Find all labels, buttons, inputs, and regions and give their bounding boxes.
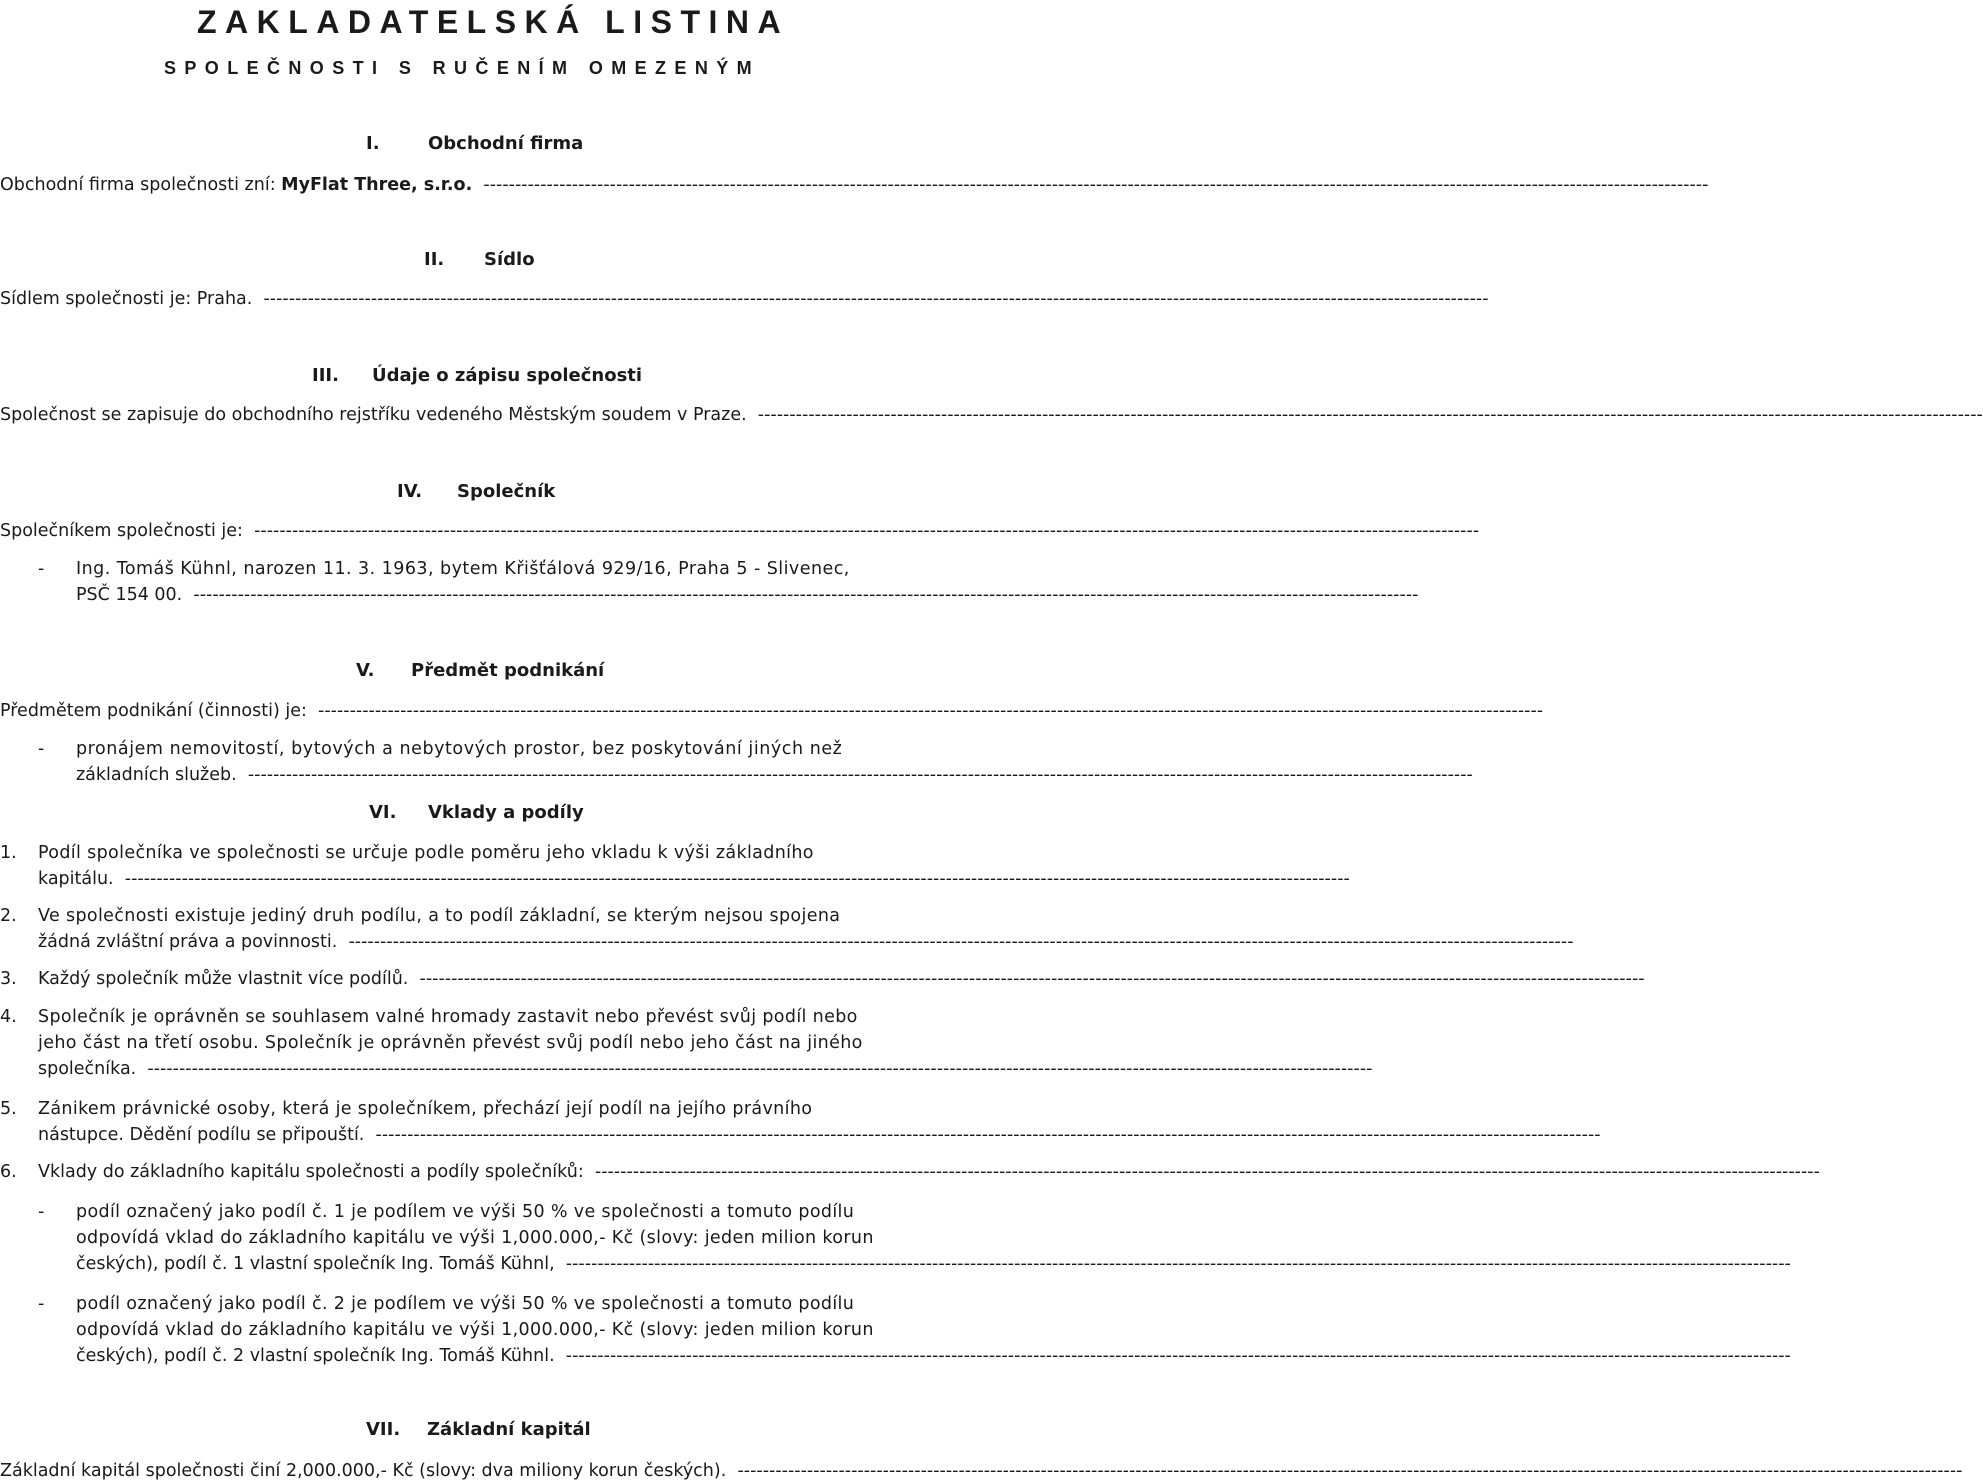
section-number: II. xyxy=(424,249,445,270)
item-line: Ve společnosti existuje jediný druh podílu, a to podíl základní, se kterým nejsou spojena xyxy=(38,906,841,926)
filler-dashes: -------------------------------------------------------------------------------------------------------------------------------------------------------------------------------------------------- xyxy=(147,1059,1373,1079)
section-title: Předmět podnikání xyxy=(411,660,605,681)
filler-dashes: -------------------------------------------------------------------------------------------------------------------------------------------------------------------------------------------------- xyxy=(594,1162,1820,1182)
list-marker: 1. xyxy=(0,843,17,863)
partner-line-2: PSČ 154 00. -------------------------------------------------------------------------------------------------------------------------------------------------------------------------------------------------- xyxy=(76,585,1419,605)
item-line: žádná zvláštní práva a povinnosti. -------------------------------------------------------------------------------------------------------------------------------------------------------------------------------------------------- xyxy=(38,932,1574,952)
filler-dashes: -------------------------------------------------------------------------------------------------------------------------------------------------------------------------------------------------- xyxy=(254,521,1480,541)
filler-dashes: -------------------------------------------------------------------------------------------------------------------------------------------------------------------------------------------------- xyxy=(483,175,1709,195)
filler-dashes: -------------------------------------------------------------------------------------------------------------------------------------------------------------------------------------------------- xyxy=(247,765,1473,785)
item-line: nástupce. Dědění podílu se připouští. -------------------------------------------------------------------------------------------------------------------------------------------------------------------------------------------------- xyxy=(38,1125,1601,1145)
section-title: Obchodní firma xyxy=(428,133,584,154)
seat-text: Sídlem společnosti je: Praha. xyxy=(0,289,253,309)
filler-dashes: -------------------------------------------------------------------------------------------------------------------------------------------------------------------------------------------------- xyxy=(565,1346,1791,1366)
filler-dashes: -------------------------------------------------------------------------------------------------------------------------------------------------------------------------------------------------- xyxy=(419,969,1645,989)
business-intro: Předmětem podnikání (činnosti) je: xyxy=(0,701,307,721)
item-line: Společník je oprávněn se souhlasem valné hromady zastavit nebo převést svůj podíl nebo xyxy=(38,1007,858,1027)
list-marker: - xyxy=(38,1202,45,1222)
section-number: V. xyxy=(356,660,375,681)
item-line: odpovídá vklad do základního kapitálu ve výši 1,000.000,- Kč (slovy: jeden milion korun xyxy=(76,1320,874,1340)
section-title: Vklady a podíly xyxy=(428,802,584,823)
contribution-item xyxy=(0,1159,1820,1185)
contribution-item xyxy=(0,903,1574,955)
partner-intro: Společníkem společnosti je: xyxy=(0,521,243,541)
paragraph-partner-intro xyxy=(0,518,1480,544)
section-title: Údaje o zápisu společnosti xyxy=(372,365,643,386)
document-title: ZAKLADATELSKÁ LISTINA xyxy=(197,4,790,40)
paragraph-seat xyxy=(0,286,1489,312)
share-item xyxy=(0,1291,1791,1369)
section-title: Základní kapitál xyxy=(427,1419,591,1440)
item-line: českých), podíl č. 1 vlastní společník Ing. Tomáš Kühnl, -------------------------------------------------------------------------------------------------------------------------------------------------------------------------------------------------- xyxy=(76,1254,1791,1274)
section-number: VI. xyxy=(369,802,397,823)
item-line: Vklady do základního kapitálu společnosti a podíly společníků: -------------------------------------------------------------------------------------------------------------------------------------------------------------------------------------------------- xyxy=(38,1162,1820,1182)
list-marker: - xyxy=(38,739,45,759)
item-line: podíl označený jako podíl č. 1 je podílem ve výši 50 % ve společnosti a tomuto podílu xyxy=(76,1202,855,1222)
document-subtitle: SPOLEČNOSTI S RUČENÍM OMEZENÝM xyxy=(164,58,761,78)
item-line: Zánikem právnické osoby, která je společníkem, přechází její podíl na jejího právního xyxy=(38,1099,813,1119)
section-title: Společník xyxy=(457,481,556,502)
section-title: Sídlo xyxy=(484,249,535,270)
partner-line-1: Ing. Tomáš Kühnl, narozen 11. 3. 1963, bytem Křišťálová 929/16, Praha 5 - Slivenec, xyxy=(76,559,850,579)
filler-dashes: -------------------------------------------------------------------------------------------------------------------------------------------------------------------------------------------------- xyxy=(193,585,1419,605)
filler-dashes: -------------------------------------------------------------------------------------------------------------------------------------------------------------------------------------------------- xyxy=(348,932,1574,952)
item-line: společníka. -------------------------------------------------------------------------------------------------------------------------------------------------------------------------------------------------- xyxy=(38,1059,1373,1079)
filler-dashes: -------------------------------------------------------------------------------------------------------------------------------------------------------------------------------------------------- xyxy=(318,701,1544,721)
paragraph-business-intro xyxy=(0,698,1544,724)
filler-dashes: -------------------------------------------------------------------------------------------------------------------------------------------------------------------------------------------------- xyxy=(375,1125,1601,1145)
contribution-item xyxy=(0,1004,1373,1082)
capital-text: Základní kapitál společnosti činí 2,000.000,- Kč (slovy: dva miliony korun českých). xyxy=(0,1461,727,1481)
share-item xyxy=(0,1199,1791,1277)
contribution-item xyxy=(0,966,1645,992)
list-marker: - xyxy=(38,559,45,579)
business-line-1: pronájem nemovitostí, bytových a nebytových prostor, bez poskytování jiných než xyxy=(76,739,843,759)
item-line: odpovídá vklad do základního kapitálu ve výši 1,000.000,- Kč (slovy: jeden milion korun xyxy=(76,1228,874,1248)
firm-label: Obchodní firma společnosti zní: xyxy=(0,175,282,195)
contribution-item xyxy=(0,840,1350,892)
section-number: VII. xyxy=(366,1419,401,1440)
item-line: kapitálu. -------------------------------------------------------------------------------------------------------------------------------------------------------------------------------------------------- xyxy=(38,869,1350,889)
item-line: podíl označený jako podíl č. 2 je podílem ve výši 50 % ve společnosti a tomuto podílu xyxy=(76,1294,855,1314)
filler-dashes: -------------------------------------------------------------------------------------------------------------------------------------------------------------------------------------------------- xyxy=(757,405,1983,425)
item-line: jeho část na třetí osobu. Společník je oprávněn převést svůj podíl nebo jeho část na jiného xyxy=(38,1033,863,1053)
paragraph-firm xyxy=(0,172,1709,198)
section-number: IV. xyxy=(397,481,423,502)
item-line: českých), podíl č. 2 vlastní společník Ing. Tomáš Kühnl. -------------------------------------------------------------------------------------------------------------------------------------------------------------------------------------------------- xyxy=(76,1346,1791,1366)
section-number: I. xyxy=(366,133,380,154)
list-marker: - xyxy=(38,1294,45,1314)
business-item xyxy=(0,736,1473,788)
list-marker: 6. xyxy=(0,1162,17,1182)
filler-dashes: -------------------------------------------------------------------------------------------------------------------------------------------------------------------------------------------------- xyxy=(263,289,1489,309)
paragraph-registration xyxy=(0,402,1983,428)
list-marker: 5. xyxy=(0,1099,17,1119)
paragraph-capital xyxy=(0,1458,1963,1484)
list-marker: 3. xyxy=(0,969,17,989)
item-line: Podíl společníka ve společnosti se určuje podle poměru jeho vkladu k výši základního xyxy=(38,843,814,863)
contribution-item xyxy=(0,1096,1601,1148)
list-marker: 4. xyxy=(0,1007,17,1027)
filler-dashes: -------------------------------------------------------------------------------------------------------------------------------------------------------------------------------------------------- xyxy=(737,1461,1963,1481)
item-line: Každý společník může vlastnit více podílů. -------------------------------------------------------------------------------------------------------------------------------------------------------------------------------------------------- xyxy=(38,969,1645,989)
filler-dashes: -------------------------------------------------------------------------------------------------------------------------------------------------------------------------------------------------- xyxy=(124,869,1350,889)
business-line-2: základních služeb. -------------------------------------------------------------------------------------------------------------------------------------------------------------------------------------------------- xyxy=(76,765,1473,785)
registration-text: Společnost se zapisuje do obchodního rejstříku vedeného Městským soudem v Praze. xyxy=(0,405,747,425)
filler-dashes: -------------------------------------------------------------------------------------------------------------------------------------------------------------------------------------------------- xyxy=(565,1254,1791,1274)
list-marker: 2. xyxy=(0,906,17,926)
partner-item xyxy=(0,556,1419,608)
section-number: III. xyxy=(312,365,339,386)
firm-name: MyFlat Three, s.r.o. xyxy=(281,175,473,195)
